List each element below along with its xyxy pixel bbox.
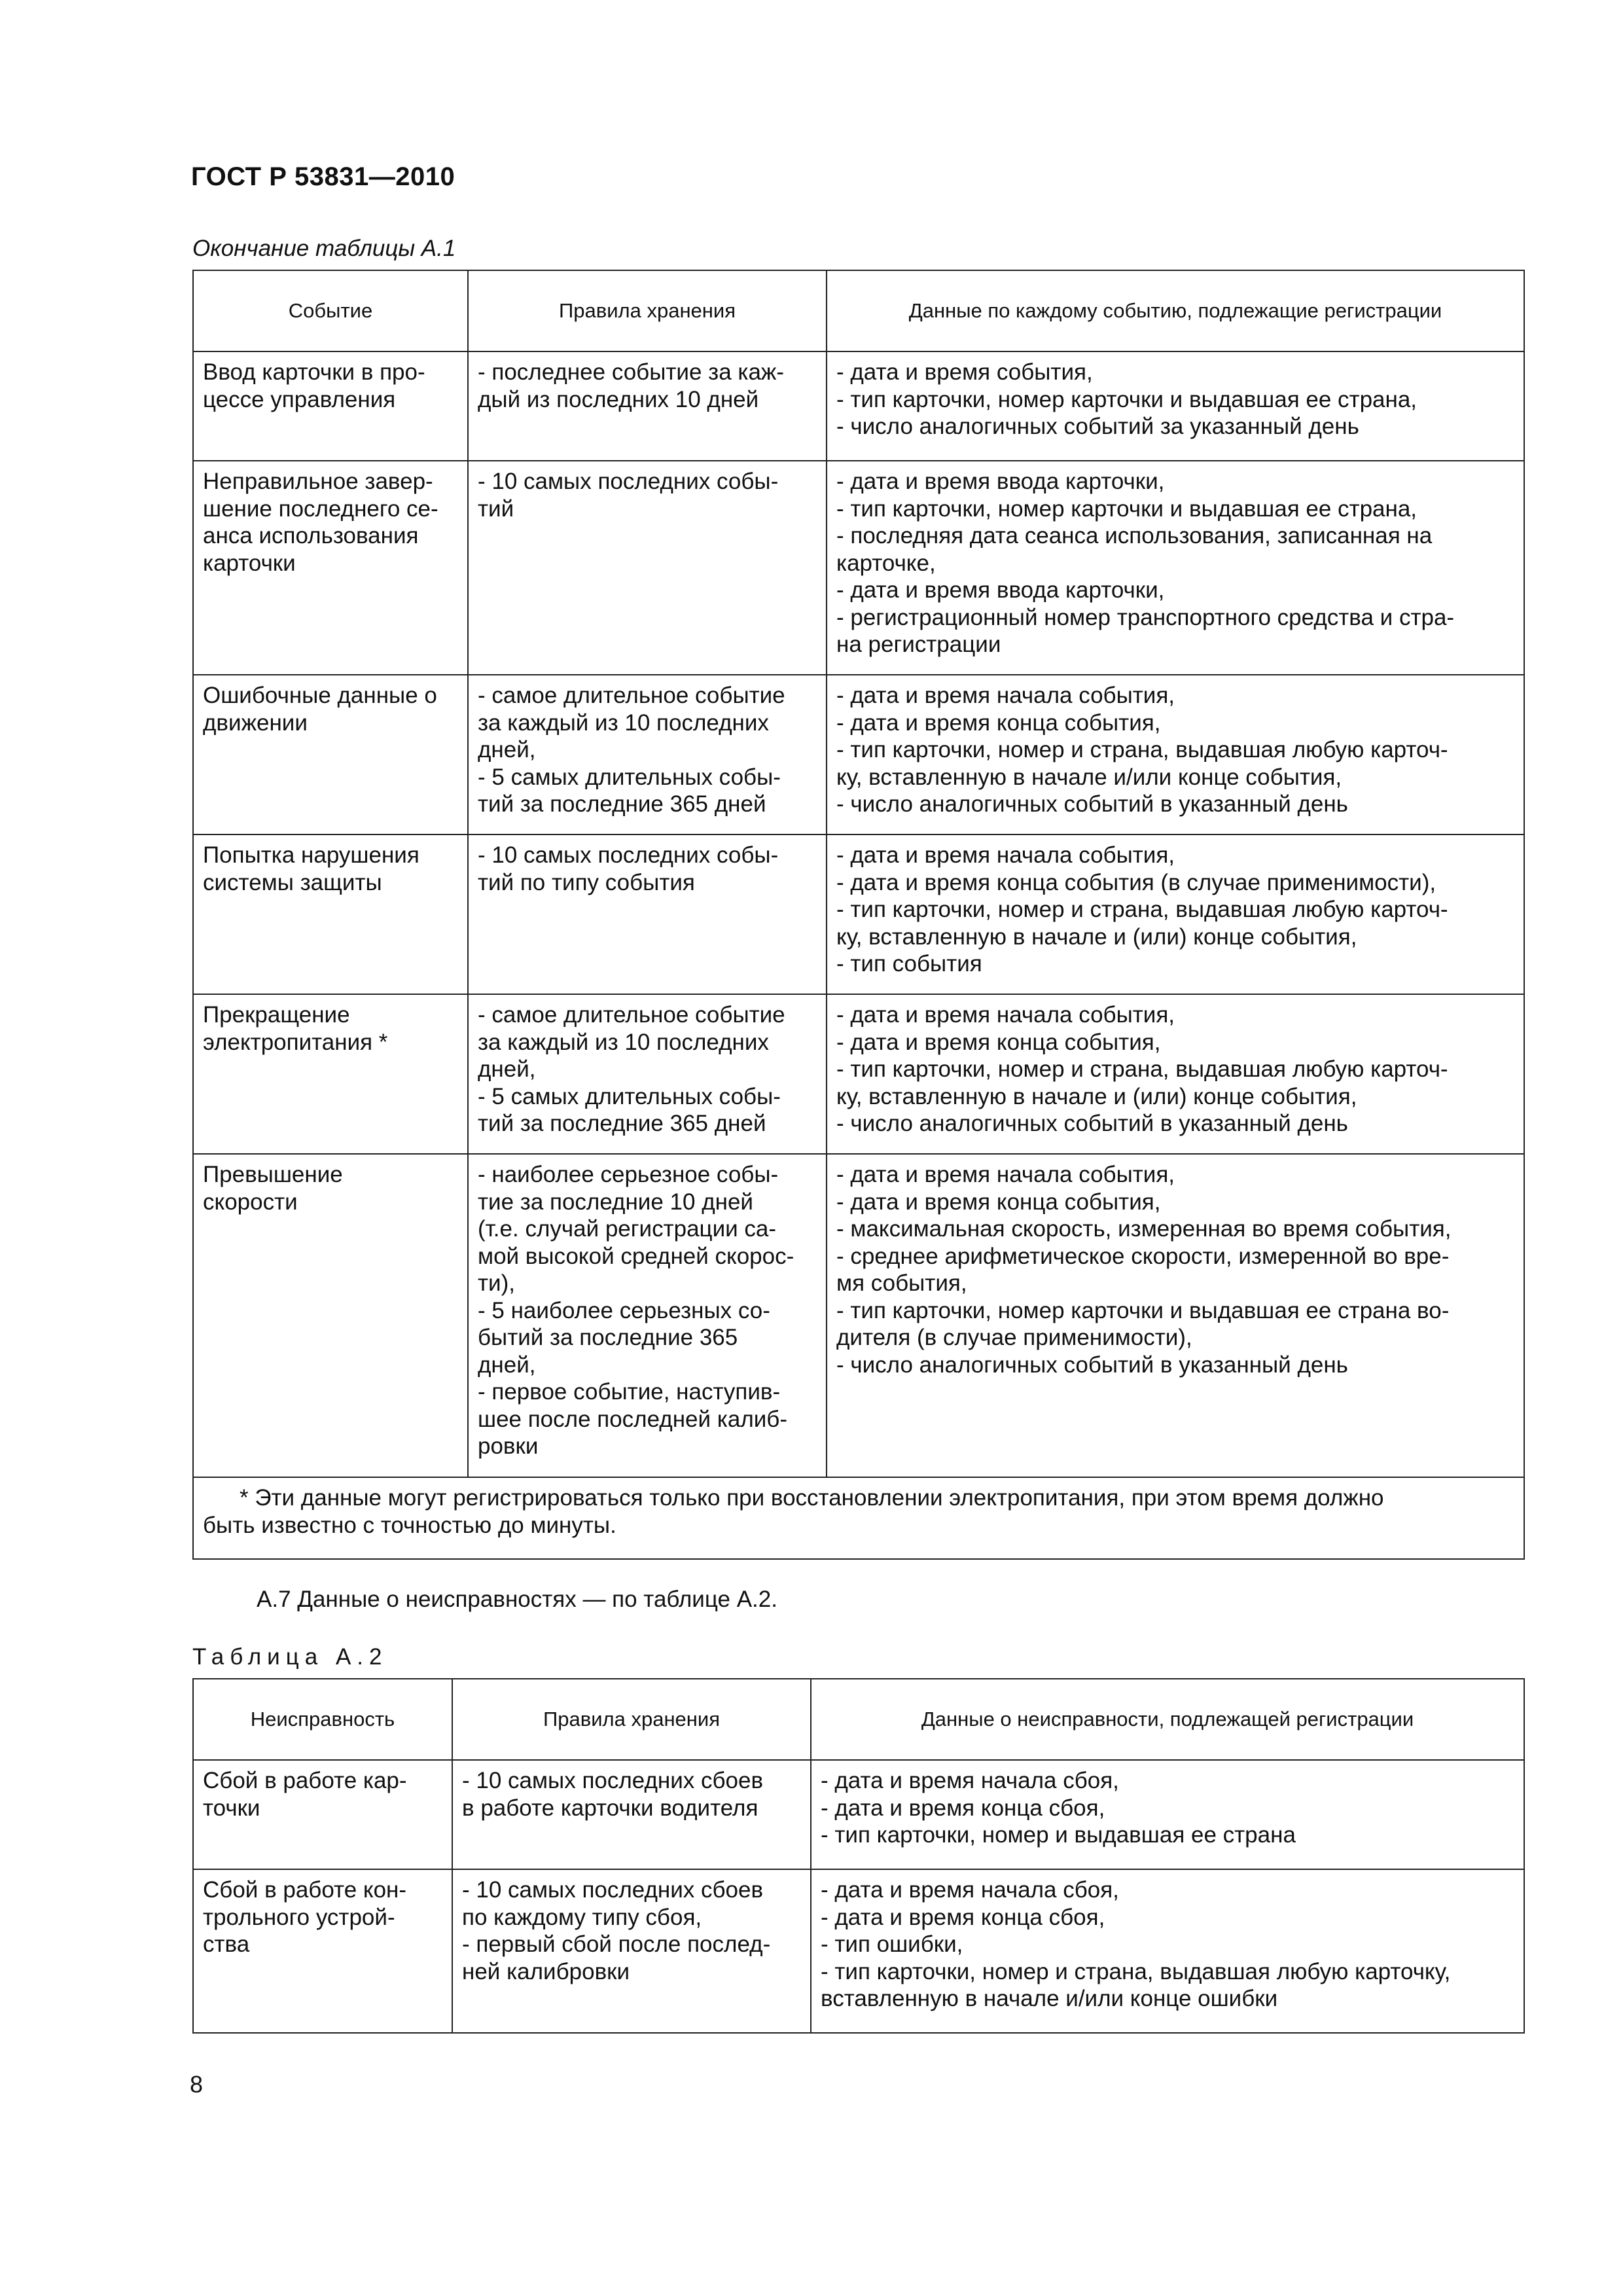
table-row — [193, 1760, 1524, 1869]
event-cell: Неправильное завер- шение последнего се- анса использования карточки — [193, 461, 468, 675]
data-cell: - дата и время начала сбоя, - дата и время конца сбоя, - тип карточки, номер и выдавшая ее страна — [811, 1760, 1524, 1869]
rules-cell: - самое длительное событие за каждый из 10 последних дней, - 5 самых длительных собы- тий за последние 365 дней — [468, 994, 827, 1154]
table-row — [193, 1154, 1524, 1477]
data-cell: - дата и время события, - тип карточки, номер карточки и выдавшая ее страна, - число аналогичных событий за указанный день — [827, 351, 1524, 461]
event-cell: Ошибочные данные о движении — [193, 675, 468, 834]
table1-header-row — [193, 270, 1524, 351]
table2-col-rules: Правила хранения — [452, 1679, 811, 1760]
event-cell: Ввод карточки в про- цессе управления — [193, 351, 468, 461]
rules-cell: - наиболее серьезное собы- тие за последние 10 дней (т.е. случай регистрации са- мой высокой средней скорос- ти), - 5 наиболее серьезных со- бытий за последние 365 дней, - первое событие, наступив- шее после последней калиб- ровки — [468, 1154, 827, 1477]
table2-caption: Таблица А.2 — [192, 1644, 388, 1670]
data-cell: - дата и время начала события, - дата и время конца события, - тип карточки, номер и страна, выдавшая любую карточ- ку, вставленную в начале и/или конце события, - число аналогичных событий в указанный день — [827, 675, 1524, 834]
page-number: 8 — [190, 2071, 204, 2098]
document-header: ГОСТ Р 53831—2010 — [191, 162, 455, 191]
fault-cell: Сбой в работе кон- трольного устрой- ства — [193, 1869, 452, 2033]
table2-col-data: Данные о неисправности, подлежащей регистрации — [811, 1679, 1524, 1760]
event-cell: Прекращение электропитания * — [193, 994, 468, 1154]
rules-cell: - 10 самых последних сбоев по каждому типу сбоя, - первый сбой после послед- ней калибровки — [452, 1869, 811, 2033]
data-cell: - дата и время ввода карточки, - тип карточки, номер карточки и выдавшая ее страна, - последняя дата сеанса использования, записанная на карточке, - дата и время ввода карточки, - регистрационный номер транспортного средства и стра- на регистрации — [827, 461, 1524, 675]
table1-col-event: Событие — [193, 270, 468, 351]
table-row — [193, 1869, 1524, 2033]
rules-cell: - 10 самых последних собы- тий по типу события — [468, 834, 827, 994]
rules-cell: - последнее событие за каж- дый из последних 10 дней — [468, 351, 827, 461]
table-a2 — [192, 1678, 1525, 2034]
table-row — [193, 461, 1524, 675]
event-cell: Попытка нарушения системы защиты — [193, 834, 468, 994]
fault-cell: Сбой в работе кар- точки — [193, 1760, 452, 1869]
table2-header-row — [193, 1679, 1524, 1760]
table-row — [193, 675, 1524, 834]
rules-cell: - 10 самых последних сбоев в работе карточки водителя — [452, 1760, 811, 1869]
rules-cell: - 10 самых последних собы- тий — [468, 461, 827, 675]
event-cell: Превышение скорости — [193, 1154, 468, 1477]
table-a1 — [192, 270, 1525, 1560]
data-cell: - дата и время начала сбоя, - дата и время конца сбоя, - тип ошибки, - тип карточки, номер и страна, выдавшая любую карточку, вставленную в начале и/или конце ошибки — [811, 1869, 1524, 2033]
table-row — [193, 351, 1524, 461]
section-a7-paragraph: А.7 Данные о неисправностях — по таблице А.2. — [257, 1587, 777, 1612]
table1-col-data: Данные по каждому событию, подлежащие регистрации — [827, 270, 1524, 351]
data-cell: - дата и время начала события, - дата и время конца события, - тип карточки, номер и страна, выдавшая любую карточ- ку, вставленную в начале и (или) конце события, - число аналогичных событий в указанный день — [827, 994, 1524, 1154]
footnote: * Эти данные могут регистрироваться только при восстановлении электропитания, при этом время должно быть известно с точностью до минуты. — [193, 1477, 1524, 1559]
table1-footnote-row — [193, 1477, 1524, 1559]
table2-col-fault: Неисправность — [193, 1679, 452, 1760]
table1-caption: Окончание таблицы А.1 — [192, 236, 456, 261]
data-cell: - дата и время начала события, - дата и время конца события (в случае применимости), - тип карточки, номер и страна, выдавшая любую карточ- ку, вставленную в начале и (или) конце события, - тип события — [827, 834, 1524, 994]
table-row — [193, 834, 1524, 994]
table1-col-rules: Правила хранения — [468, 270, 827, 351]
rules-cell: - самое длительное событие за каждый из 10 последних дней, - 5 самых длительных собы- тий за последние 365 дней — [468, 675, 827, 834]
table-row — [193, 994, 1524, 1154]
data-cell: - дата и время начала события, - дата и время конца события, - максимальная скорость, измеренная во время события, - среднее арифметическое скорости, измеренной во вре- мя события, - тип карточки, номер карточки и выдавшая ее страна во- дителя (в случае применимости), - число аналогичных событий в указанный день — [827, 1154, 1524, 1477]
